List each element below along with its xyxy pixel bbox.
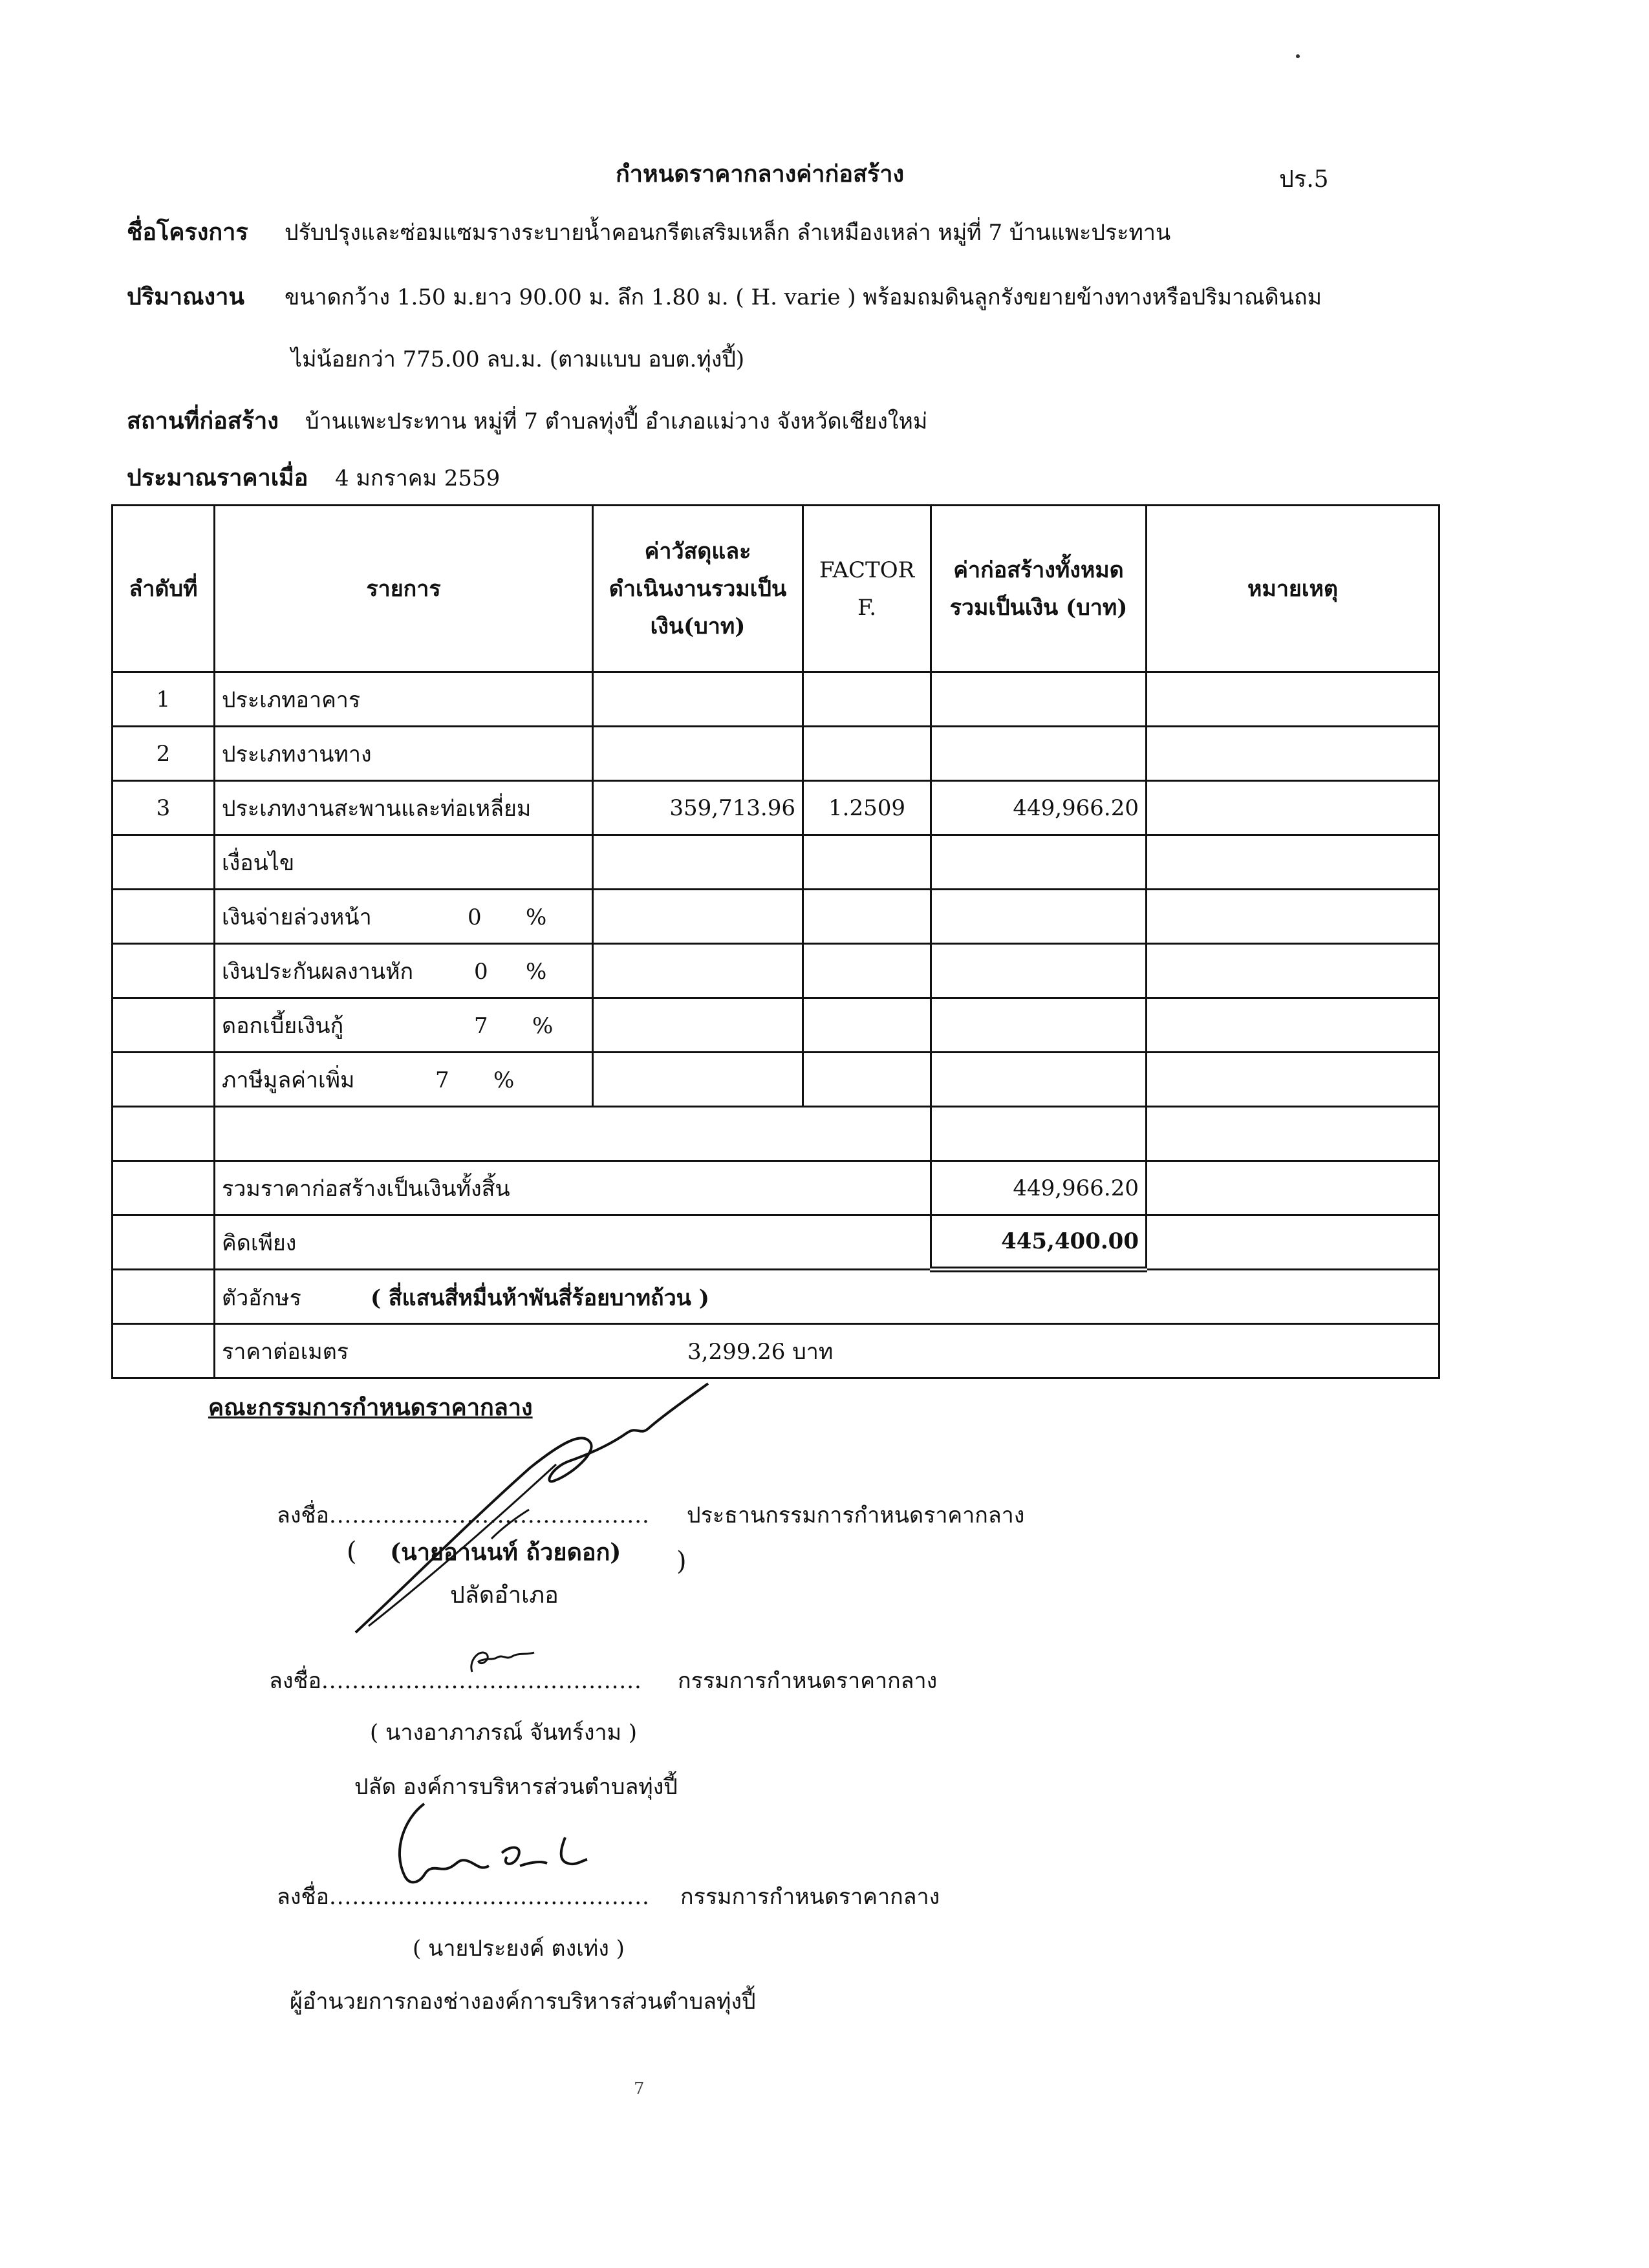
per-meter-cell [215, 1324, 1439, 1378]
row-no: 3 [113, 781, 215, 835]
words-label: ตัวอักษร [222, 1285, 301, 1311]
row-factor: 1.2509 [803, 781, 931, 835]
document-title: กำหนดราคากลางค่าก่อสร้าง [616, 160, 905, 187]
per-meter-value: 3,299.26 บาท [687, 1338, 834, 1365]
vat-value: 7 [435, 1067, 449, 1093]
row-item: ประเภทงานสะพานและท่อเหลี่ยม [215, 781, 593, 835]
estimate-date-value: 4 มกราคม 2559 [335, 465, 501, 491]
sign-prefix: ลงชื่อ [277, 1503, 329, 1528]
header-total [931, 506, 1147, 672]
grand-total-label: รวมราคาก่อสร้างเป็นเงินทั้งสิ้น [215, 1161, 931, 1215]
retention-cell [215, 944, 593, 998]
price-table [111, 504, 1440, 1379]
row-no: 2 [113, 727, 215, 781]
header-remark: หมายเหตุ [1147, 506, 1439, 672]
row-factor [803, 672, 931, 727]
chair-name-close: ) [676, 1546, 687, 1576]
row-remark [1147, 727, 1439, 781]
header-item: รายการ [215, 506, 593, 672]
row-material [593, 672, 803, 727]
conditions-row [113, 835, 1439, 890]
interest-value: 7 [474, 1012, 488, 1039]
row-item: ประเภทงานทาง [215, 727, 593, 781]
header-no: ลำดับที่ [113, 506, 215, 672]
vat-unit: % [493, 1067, 515, 1093]
chair-position: ปลัดอำเภอ [450, 1582, 559, 1609]
header-material-line3: เงิน(บาท) [650, 613, 746, 639]
chair-role: ประธานกรรมการกำหนดราคากลาง [687, 1503, 1025, 1528]
project-name-label: ชื่อโครงการ [127, 219, 248, 246]
member2-signature [385, 1799, 592, 1896]
grand-total-row [113, 1161, 1439, 1215]
per-meter-label: ราคาต่อเมตร [222, 1338, 349, 1365]
row-total [931, 672, 1147, 727]
vat-cell [215, 1053, 593, 1107]
header-total-line2: รวมเป็นเงิน (บาท) [949, 594, 1128, 621]
row-remark [1147, 672, 1439, 727]
words-value: ( สี่แสนสี่หมื่นห้าพันสี่ร้อยบาทถ้วน ) [371, 1285, 709, 1311]
row-no: 1 [113, 672, 215, 727]
quantity-label: ปริมาณงาน [127, 283, 244, 310]
project-name-value: ปรับปรุงและซ่อมแซมรางระบายน้ำคอนกรีตเสริมเหล็ก ลำเหมืองเหล่า หมู่ที่ 7 บ้านแพะประทาน [285, 220, 1171, 246]
row-material: 359,713.96 [593, 781, 803, 835]
advance-unit: % [526, 904, 547, 930]
row-total [931, 727, 1147, 781]
blank-row [113, 1107, 1439, 1161]
quantity-value-line1: ขนาดกว้าง 1.50 ม.ยาว 90.00 ม. ลึก 1.80 ม. ( H. varie ) พร้อมถมดินลูกรังขยายข้างทางหรือปริมาณดินถม [285, 284, 1322, 310]
header-factor-line2: F. [857, 594, 877, 621]
quantity-value-line2: ไม่น้อยกว่า 775.00 ลบ.ม. (ตามแบบ อบต.ทุ่งปี้) [291, 347, 745, 372]
interest-cell [215, 998, 593, 1053]
row-factor [803, 727, 931, 781]
chair-signature [349, 1371, 711, 1642]
committee-heading: คณะกรรมการกำหนดราคากลาง [208, 1394, 533, 1421]
table-header-row [113, 506, 1439, 672]
sign-dots: .......................................... [321, 1668, 642, 1694]
advance-label: เงินจ่ายล่วงหน้า [222, 904, 372, 930]
member1-name: ( นางอาภาภรณ์ จันทร์งาม ) [370, 1720, 638, 1746]
member2-role: กรรมการกำหนดราคากลาง [680, 1884, 940, 1910]
retention-row [113, 944, 1439, 998]
retention-value: 0 [474, 958, 488, 985]
conditions-label: เงื่อนไข [215, 835, 593, 890]
chair-name: ( (นายอานนท์ ถ้วยดอก) [347, 1534, 621, 1570]
header-factor [803, 506, 931, 672]
table-row [113, 672, 1439, 727]
advance-cell [215, 890, 593, 944]
row-remark [1147, 781, 1439, 835]
interest-row [113, 998, 1439, 1053]
page-mark: 7 [634, 2079, 645, 2099]
row-item: ประเภทอาคาร [215, 672, 593, 727]
table-row [113, 781, 1439, 835]
chair-name-text: (นายอานนท์ ถ้วยดอก) [390, 1539, 621, 1566]
rounded-row [113, 1215, 1439, 1270]
per-meter-row [113, 1324, 1439, 1378]
vat-label: ภาษีมูลค่าเพิ่ม [222, 1067, 355, 1093]
member2-position: ผู้อำนวยการกองช่างองค์การบริหารส่วนตำบลทุ่งปี้ [290, 1989, 756, 2015]
row-material [593, 727, 803, 781]
header-material-line2: ดำเนินงานรวมเป็น [609, 575, 787, 602]
rounded-label: คิดเพียง [215, 1215, 931, 1270]
header-material [593, 506, 803, 672]
table-row [113, 727, 1439, 781]
interest-unit: % [532, 1012, 554, 1039]
scan-speck [1296, 54, 1300, 58]
form-code: ปร.5 [1279, 166, 1329, 193]
signature-line-member1 [269, 1663, 642, 1698]
sign-prefix: ลงชื่อ [269, 1668, 321, 1694]
member2-name: ( นายประยงค์ ตงเท่ง ) [413, 1936, 625, 1962]
header-total-line1: ค่าก่อสร้างทั้งหมด [953, 557, 1124, 583]
header-factor-line1: FACTOR [819, 557, 915, 583]
words-row [113, 1270, 1439, 1324]
site-label: สถานที่ก่อสร้าง [127, 407, 279, 434]
words-cell [215, 1270, 1439, 1324]
sign-dots: .......................................... [329, 1503, 650, 1528]
site-value: บ้านแพะประทาน หมู่ที่ 7 ตำบลทุ่งปี้ อำเภอแม่วาง จังหวัดเชียงใหม่ [305, 409, 928, 434]
member1-position: ปลัด องค์การบริหารส่วนตำบลทุ่งปี้ [354, 1774, 678, 1800]
header-material-line1: ค่าวัสดุและ [644, 538, 751, 564]
grand-total-value: 449,966.20 [931, 1161, 1147, 1215]
retention-unit: % [526, 958, 547, 985]
advance-value: 0 [468, 904, 482, 930]
sign-dots: .......................................... [329, 1884, 650, 1910]
member1-role: กรรมการกำหนดราคากลาง [678, 1668, 938, 1694]
advance-row [113, 890, 1439, 944]
retention-label: เงินประกันผลงานหัก [222, 958, 414, 985]
member1-signature [467, 1641, 538, 1680]
rounded-value: 445,400.00 [931, 1215, 1147, 1270]
row-total: 449,966.20 [931, 781, 1147, 835]
interest-label: ดอกเบี้ยเงินกู้ [222, 1012, 344, 1039]
estimate-date-label: ประมาณราคาเมื่อ [127, 464, 308, 491]
sign-prefix: ลงชื่อ [277, 1884, 329, 1910]
vat-row [113, 1053, 1439, 1107]
